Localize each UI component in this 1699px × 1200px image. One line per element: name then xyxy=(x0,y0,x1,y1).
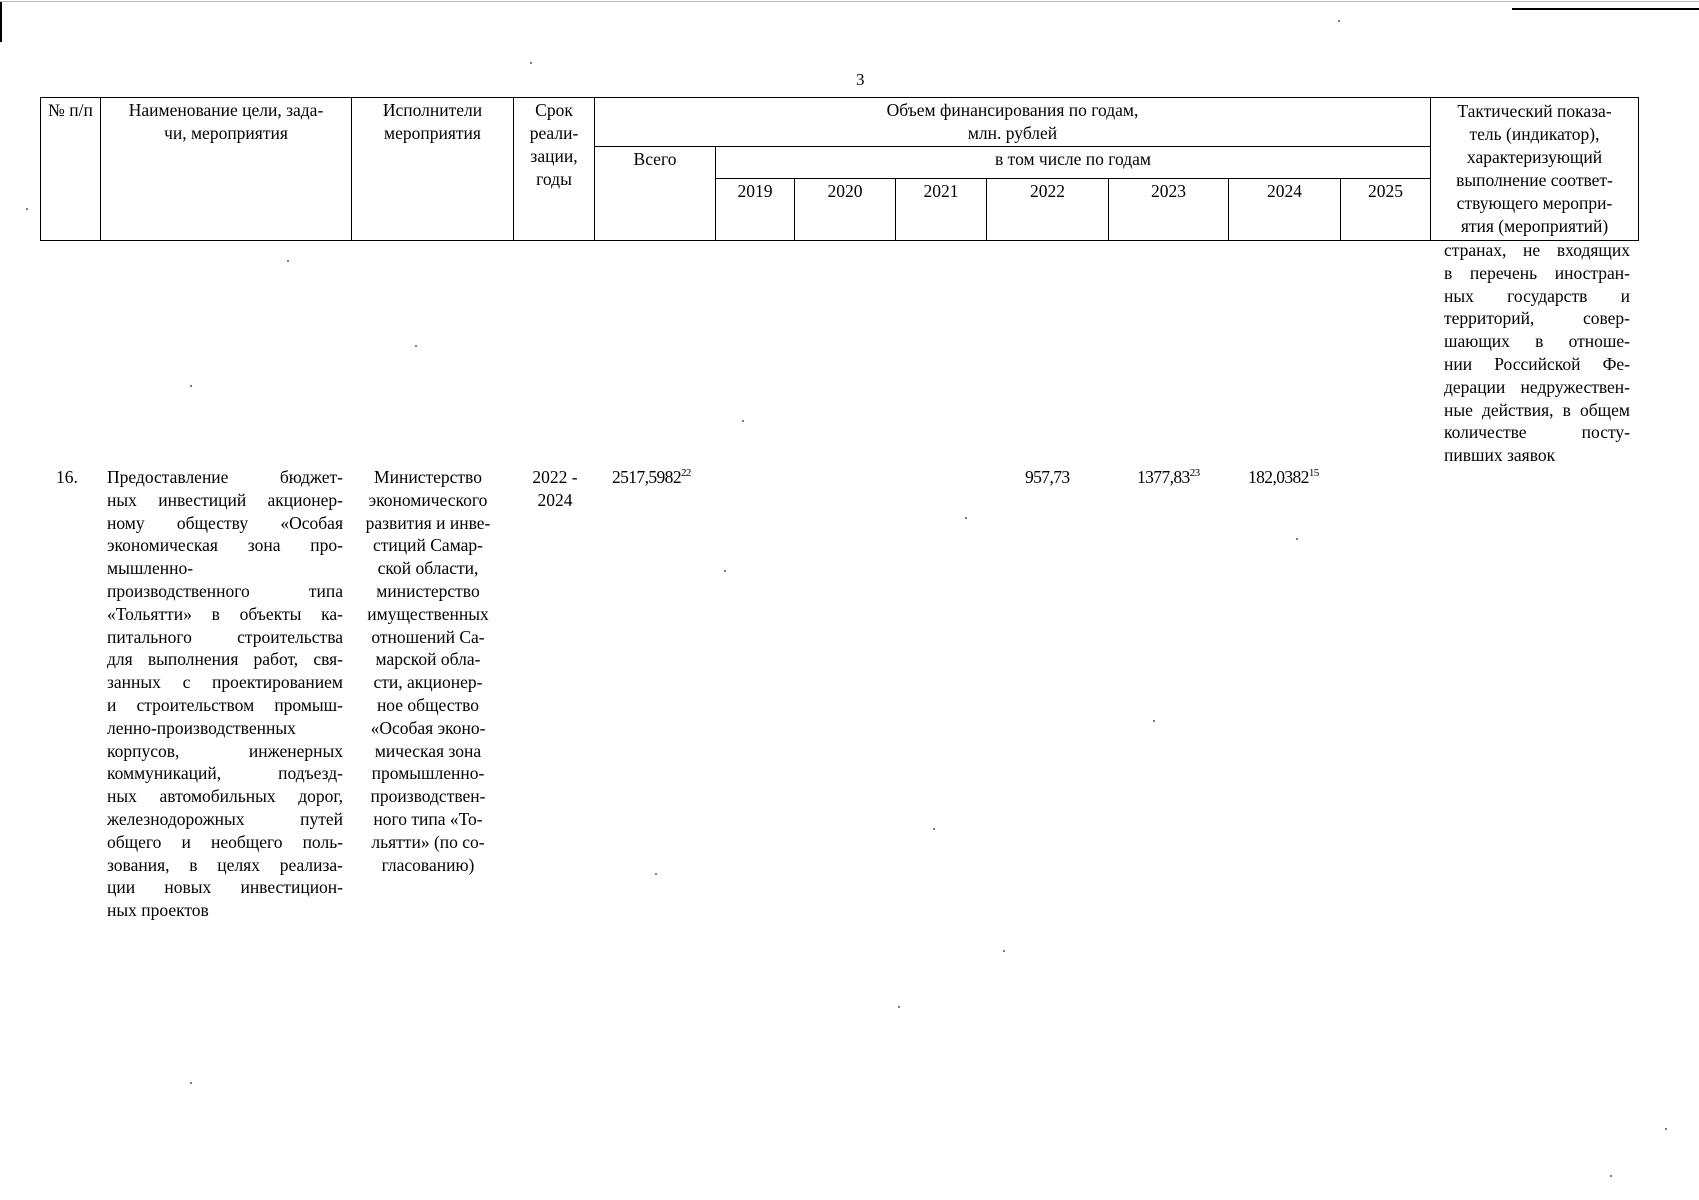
scan-speck xyxy=(190,1082,192,1084)
measure-name-line: экономическая зона про- xyxy=(107,535,343,556)
measure-name-line: корпусов, инженерных xyxy=(107,740,343,761)
header-year-2024: 2024 xyxy=(1229,179,1341,241)
scan-speck xyxy=(287,260,289,262)
scan-speck xyxy=(724,570,726,572)
header-name-col xyxy=(101,98,352,241)
header-indicator-line-4: выполнение соответ- xyxy=(1456,170,1613,190)
header-by-years-label: в том числе по годам xyxy=(995,149,1151,169)
header-indicator-line-2: тель (индикатор), xyxy=(1469,124,1600,144)
continued-indicator-line: шающих в отноше- xyxy=(1444,331,1630,352)
funding-table-header xyxy=(40,97,1639,241)
measure-name-line: для выполнения работ, свя- xyxy=(107,649,343,670)
value-2024: 182,0382 xyxy=(1248,467,1309,487)
header-name-line-2: чи, мероприятия xyxy=(164,123,288,143)
header-by-years xyxy=(716,147,1431,179)
measure-name-line: ных автомобильных дорог, xyxy=(107,786,343,807)
scan-speck xyxy=(1003,950,1005,952)
executors-line: сти, акционер- xyxy=(373,672,483,693)
continued-indicator-line: количестве посту- xyxy=(1444,422,1630,443)
executors-line: «Особая эконо- xyxy=(370,717,486,738)
header-indicator-col xyxy=(1431,98,1639,241)
measure-name-line: ции новых инвестицион- xyxy=(107,877,343,898)
measure-name-line: ному обществу «Особая xyxy=(107,512,343,533)
term-line: 2024 xyxy=(537,489,573,510)
executors-line: экономического xyxy=(368,489,488,510)
executors-line: производствен- xyxy=(370,786,486,807)
scan-speck xyxy=(1665,1128,1667,1130)
measure-name-line: железнодорожных путей xyxy=(107,808,343,829)
executors-line: промышленно- xyxy=(371,763,485,784)
executors-line: ного типа «То- xyxy=(373,808,483,829)
continued-indicator-line: территорий, совер- xyxy=(1444,308,1630,329)
scan-speck xyxy=(933,828,935,830)
header-funding-line-2: млн. рублей xyxy=(967,123,1058,143)
row-executors xyxy=(348,466,508,876)
header-year-2021: 2021 xyxy=(896,179,987,241)
header-funding-line-1: Объем финансирования по годам, xyxy=(886,100,1139,120)
header-name-line-1: Наименование цели, зада- xyxy=(128,100,324,120)
header-total-col xyxy=(595,147,716,241)
header-executors-col xyxy=(352,98,514,241)
header-number-col xyxy=(41,98,101,241)
header-number-label: № п/п xyxy=(48,100,93,120)
scan-left-mark xyxy=(0,2,2,42)
header-indicator-line-6: ятия (мероприятий) xyxy=(1460,216,1609,236)
header-funding-col xyxy=(595,98,1431,147)
header-term-line-1: Срок xyxy=(535,100,573,120)
executors-line: мическая зона xyxy=(374,740,482,761)
executors-line: имущественных xyxy=(367,603,489,624)
header-year-2022: 2022 xyxy=(987,179,1109,241)
header-executors-line-1: Исполнители xyxy=(382,100,483,120)
executors-line: стиций Самар- xyxy=(373,535,483,556)
page-top-edge xyxy=(0,1,1699,2)
measure-name-line: и строительством промыш- xyxy=(107,694,343,715)
header-executors-line-2: мероприятия xyxy=(384,123,481,143)
measure-name-line: производственного типа xyxy=(107,580,343,601)
header-term-line-4: годы xyxy=(536,169,572,189)
executors-line: ской области, xyxy=(377,558,479,579)
continued-indicator-line: ные действия, в общем xyxy=(1444,399,1630,420)
row-term xyxy=(515,466,595,512)
measure-name-line: общего и необщего поль- xyxy=(107,831,343,852)
measure-name-line: Предоставление бюджет- xyxy=(107,467,343,487)
continued-indicator-line: странах, не входящих xyxy=(1444,240,1630,260)
value-2023: 1377,83 xyxy=(1137,467,1190,487)
scan-speck xyxy=(190,385,192,387)
executors-line: марской обла- xyxy=(375,649,481,670)
scan-speck xyxy=(1338,20,1340,22)
total-value: 2517,5982 xyxy=(612,467,681,487)
measure-name-line: питального строительства xyxy=(107,626,343,647)
scan-speck xyxy=(1296,538,1298,540)
header-indicator-line-3: характеризующий xyxy=(1466,147,1603,167)
value-2024-footnote: 15 xyxy=(1308,467,1319,480)
row-number: 16. xyxy=(56,467,78,487)
scan-speck xyxy=(965,517,967,519)
scan-speck xyxy=(742,420,744,422)
value-2023-footnote: 23 xyxy=(1189,467,1200,480)
row-value-2023 xyxy=(1137,466,1200,489)
row-measure-name xyxy=(107,466,343,922)
executors-line: льятти» (по со- xyxy=(371,831,485,852)
executors-line: ное общество xyxy=(376,694,480,715)
header-year-2020: 2020 xyxy=(795,179,896,241)
continued-indicator-line: дерации недружествен- xyxy=(1444,376,1630,397)
header-year-2019: 2019 xyxy=(716,179,795,241)
header-year-2023: 2023 xyxy=(1109,179,1229,241)
scan-speck xyxy=(26,208,28,210)
continued-indicator-text xyxy=(1444,239,1630,467)
executors-line: отношений Са- xyxy=(371,626,485,647)
continued-indicator-line: ных государств и xyxy=(1444,285,1630,306)
executors-line: развития и инве- xyxy=(365,512,491,533)
page-number: 3 xyxy=(856,70,865,89)
executors-line: гласованию) xyxy=(381,854,475,875)
continued-indicator-line: пивших заявок xyxy=(1444,445,1556,466)
scan-speck xyxy=(1610,1175,1612,1177)
measure-name-line: ленно-производственных xyxy=(107,717,296,738)
header-term-line-3: зации, xyxy=(530,146,578,166)
row-value-2022: 957,73 xyxy=(1025,467,1070,487)
scan-speck xyxy=(1153,720,1155,722)
executors-line: Министерство xyxy=(374,467,482,487)
row-value-2024 xyxy=(1248,466,1319,489)
header-term-col xyxy=(514,98,595,241)
measure-name-line: коммуникаций, подъезд- xyxy=(107,763,343,784)
continued-indicator-line: нии Российской Фе- xyxy=(1444,353,1630,374)
continued-indicator-line: в перечень иностран- xyxy=(1444,262,1630,283)
measure-name-line: мышленно- xyxy=(107,558,194,579)
total-footnote: 22 xyxy=(680,467,691,480)
header-indicator-line-1: Тактический показа- xyxy=(1457,101,1612,121)
measure-name-line: занных с проектированием xyxy=(107,672,343,693)
measure-name-line: ных инвестиций акционер- xyxy=(107,489,343,510)
header-total-label: Всего xyxy=(633,149,677,169)
row-total xyxy=(612,466,691,489)
scan-speck xyxy=(415,345,417,347)
scan-top-rule xyxy=(1512,8,1699,10)
term-line: 2022 - xyxy=(532,467,578,487)
header-year-2025: 2025 xyxy=(1341,179,1431,241)
header-indicator-line-5: ствующего меропри- xyxy=(1456,193,1613,213)
executors-line: министерство xyxy=(376,580,480,601)
header-term-line-2: реали- xyxy=(529,123,579,143)
measure-name-line: зования, в целях реализа- xyxy=(107,854,343,875)
measure-name-line: «Тольятти» в объекты ка- xyxy=(107,603,343,624)
scan-speck xyxy=(898,1006,900,1008)
measure-name-line: ных проектов xyxy=(107,900,209,921)
scan-speck xyxy=(655,873,657,875)
scan-speck xyxy=(530,62,532,64)
